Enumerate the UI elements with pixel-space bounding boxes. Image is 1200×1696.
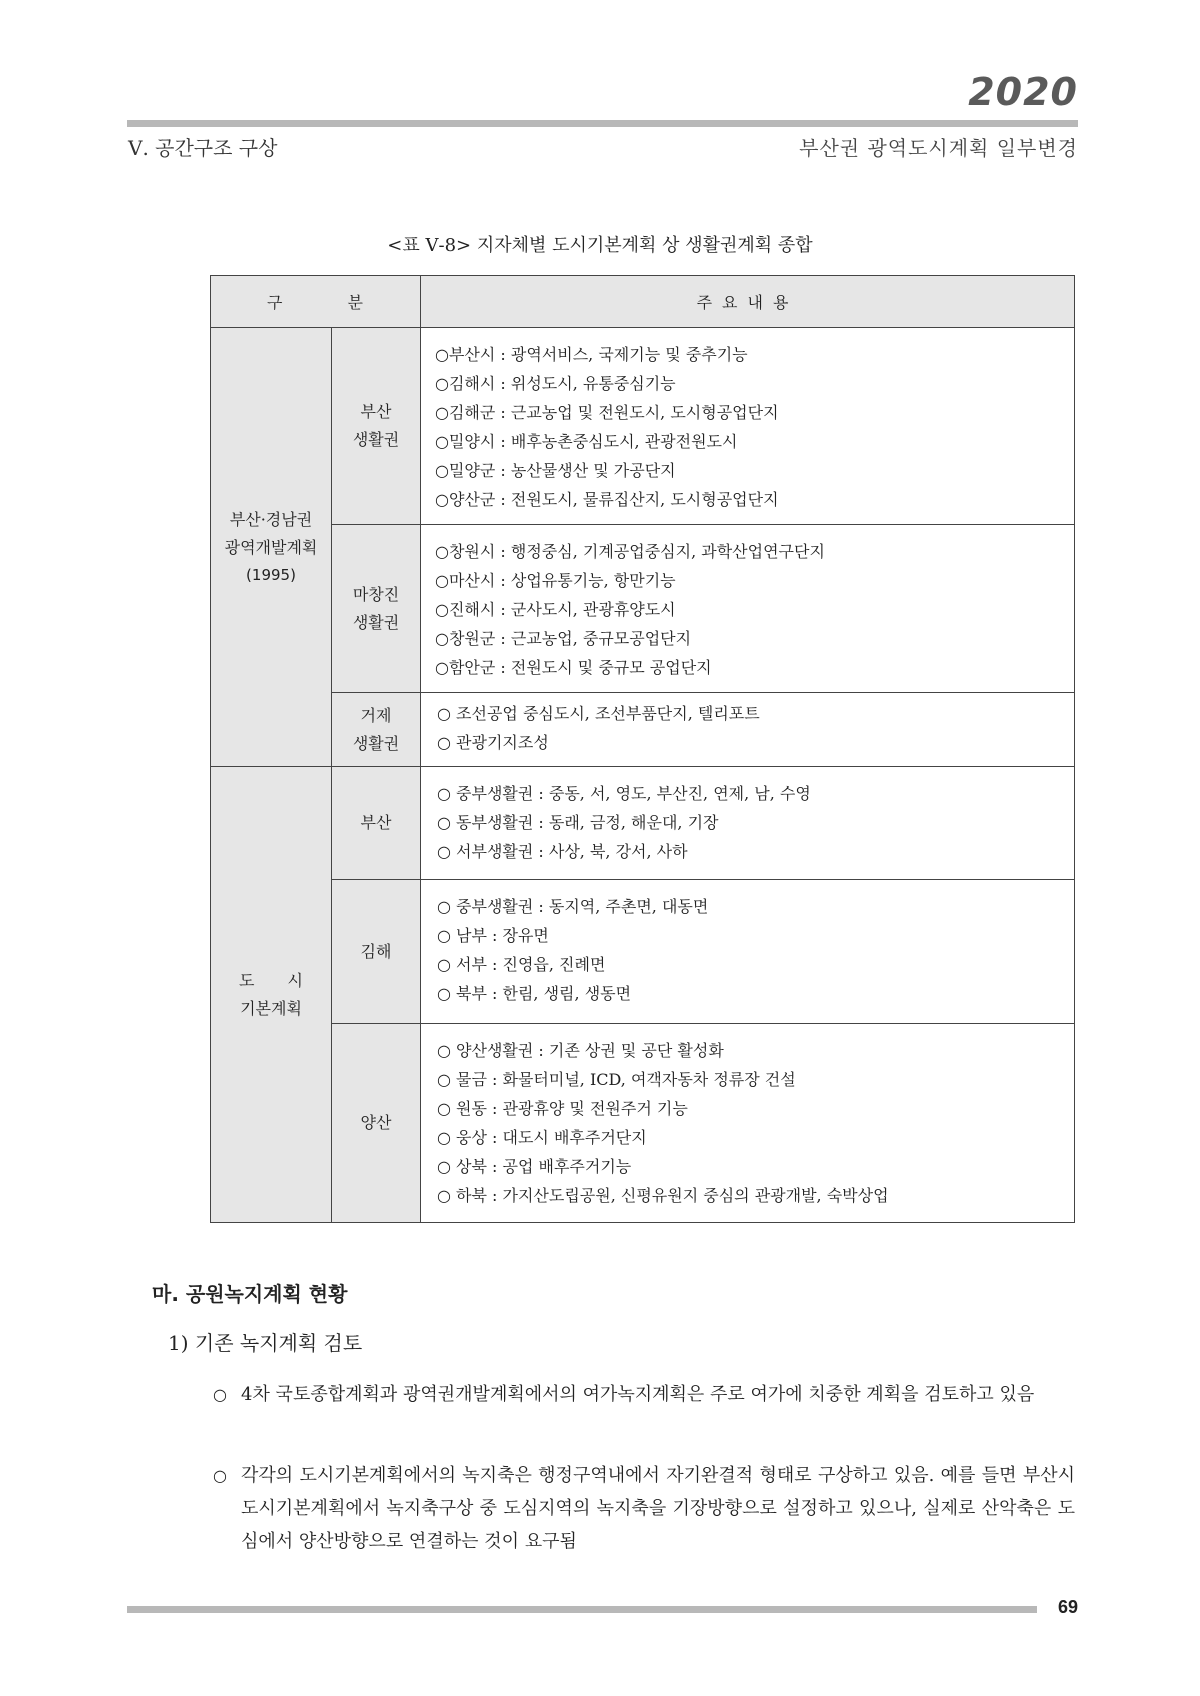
list-item: ○ 남부 : 장유면 bbox=[437, 926, 549, 945]
section-heading: 마. 공원녹지계획 현황 bbox=[152, 1282, 348, 1306]
paragraph-text: 각각의 도시기본계획에서의 녹지축은 행정구역내에서 자기완결적 형태로 구상하고 있음. 예를 들면 부산시 도시기본계획에서 녹지축구상 중 도심지역의 녹지축을 기장방향으로 설정하고 있으나, 실제로 산악축은 도심에서 양산방향으로 연결하는 것이 요구됨 bbox=[241, 1465, 1075, 1552]
paragraph bbox=[213, 1378, 1075, 1448]
bullet-icon: ○ bbox=[213, 1385, 227, 1404]
subsection-heading: 1) 기존 녹지계획 검토 bbox=[168, 1331, 363, 1355]
content-cell bbox=[421, 328, 1075, 525]
sub-label bbox=[332, 880, 421, 1024]
table-row bbox=[211, 525, 1075, 693]
table-caption: <표 Ⅴ-8> 지자체별 도시기본계획 상 생활권계획 종합 bbox=[387, 235, 813, 256]
list-item: ○김해시 : 위성도시, 유통중심기능 bbox=[435, 374, 676, 393]
sub-label-line: 김해 bbox=[360, 941, 392, 961]
table-row bbox=[211, 880, 1075, 1024]
list-item: ○밀양시 : 배후농촌중심도시, 관광전원도시 bbox=[435, 432, 738, 451]
table-row bbox=[211, 693, 1075, 767]
sub-label-line: 부산 bbox=[360, 402, 392, 421]
list-item: ○창원시 : 행정중심, 기계공업중심지, 과학산업연구단지 bbox=[435, 542, 825, 561]
list-item: ○부산시 : 광역서비스, 국제기능 및 중추기능 bbox=[435, 345, 748, 364]
year-label: 2020 bbox=[968, 70, 1078, 114]
chapter-title: Ⅴ. 공간구조 구상 bbox=[128, 136, 278, 160]
list-item: ○양산군 : 전원도시, 물류집산지, 도시형공업단지 bbox=[435, 490, 779, 509]
list-item: ○ 중부생활권 : 중동, 서, 영도, 부산진, 연제, 남, 수영 bbox=[437, 784, 811, 803]
list-item: ○ 북부 : 한림, 생림, 생동면 bbox=[437, 984, 632, 1003]
table-header-row bbox=[211, 276, 1075, 328]
list-item: ○ 서부생활권 : 사상, 북, 강서, 사하 bbox=[437, 842, 688, 861]
sub-label-line: 생활권 bbox=[352, 733, 400, 753]
group-label-line: (1995) bbox=[246, 565, 296, 584]
table-row bbox=[211, 767, 1075, 880]
sub-label bbox=[332, 1024, 421, 1223]
list-item: ○진해시 : 군사도시, 관광휴양도시 bbox=[435, 600, 676, 619]
content-cell bbox=[421, 525, 1075, 693]
paragraph bbox=[213, 1459, 1075, 1561]
sub-label bbox=[332, 328, 421, 525]
list-item: ○ 동부생활권 : 동래, 금정, 해운대, 기장 bbox=[437, 813, 719, 832]
sub-label-line: 생활권 bbox=[352, 612, 400, 632]
list-item: ○창원군 : 근교농업, 중규모공업단지 bbox=[435, 629, 692, 648]
sub-label bbox=[332, 525, 421, 693]
list-item: ○ 웅상 : 대도시 배후주거단지 bbox=[437, 1128, 647, 1147]
list-item: ○ 서부 : 진영읍, 진례면 bbox=[437, 955, 606, 974]
content-cell bbox=[421, 1024, 1075, 1223]
paragraph-text: 4차 국토종합계획과 광역권개발계획에서의 여가녹지계획은 주로 여가에 치중한 계획을 검토하고 있음 bbox=[241, 1384, 1035, 1405]
content-cell bbox=[421, 693, 1075, 767]
page-number: 69 bbox=[1057, 1597, 1078, 1617]
header-division: 구 분 bbox=[211, 276, 421, 328]
sub-label bbox=[332, 767, 421, 880]
footer-divider bbox=[127, 1606, 1037, 1613]
list-item: ○ 관광기지조성 bbox=[437, 733, 549, 752]
sub-label-line: 부산 bbox=[360, 813, 392, 832]
header-content: 주요내용 bbox=[421, 276, 1075, 328]
living-zone-table bbox=[210, 275, 1075, 1223]
header-divider bbox=[127, 120, 1078, 127]
sub-label-line: 양산 bbox=[360, 1113, 392, 1132]
sub-label-line: 생활권 bbox=[352, 430, 400, 449]
table-row bbox=[211, 328, 1075, 525]
content-cell bbox=[421, 880, 1075, 1024]
group-label-city-plan bbox=[211, 767, 332, 1223]
list-item: ○ 하북 : 가지산도립공원, 신평유원지 중심의 관광개발, 숙박상업 bbox=[437, 1186, 889, 1205]
list-item: ○마산시 : 상업유통기능, 항만기능 bbox=[435, 571, 676, 590]
list-item: ○밀양군 : 농산물생산 및 가공단지 bbox=[435, 461, 676, 480]
group-label-regional-plan bbox=[211, 328, 332, 767]
group-label-line: 부산·경남권 bbox=[229, 509, 313, 529]
sub-label-line: 거제 bbox=[360, 705, 392, 725]
group-label-line: 도 시 bbox=[239, 970, 317, 990]
content-cell bbox=[421, 767, 1075, 880]
list-item: ○김해군 : 근교농업 및 전원도시, 도시형공업단지 bbox=[435, 403, 779, 422]
list-item: ○ 상북 : 공업 배후주거기능 bbox=[437, 1157, 632, 1176]
bullet-icon: ○ bbox=[213, 1466, 227, 1485]
list-item: ○ 양산생활권 : 기존 상권 및 공단 활성화 bbox=[437, 1041, 724, 1060]
table-row bbox=[211, 1024, 1075, 1223]
list-item: ○ 물금 : 화물터미널, ICD, 여객자동차 정류장 건설 bbox=[437, 1070, 796, 1089]
list-item: ○함안군 : 전원도시 및 중규모 공업단지 bbox=[435, 658, 712, 677]
list-item: ○ 조선공업 중심도시, 조선부품단지, 텔리포트 bbox=[437, 704, 760, 723]
group-label-line: 기본계획 bbox=[240, 998, 302, 1018]
group-label-line: 광역개발계획 bbox=[224, 537, 318, 557]
sub-label bbox=[332, 693, 421, 767]
sub-label-line: 마창진 bbox=[352, 584, 400, 604]
document-title: 부산권 광역도시계획 일부변경 bbox=[799, 136, 1078, 160]
list-item: ○ 중부생활권 : 동지역, 주촌면, 대동면 bbox=[437, 897, 709, 916]
list-item: ○ 원동 : 관광휴양 및 전원주거 기능 bbox=[437, 1099, 688, 1118]
